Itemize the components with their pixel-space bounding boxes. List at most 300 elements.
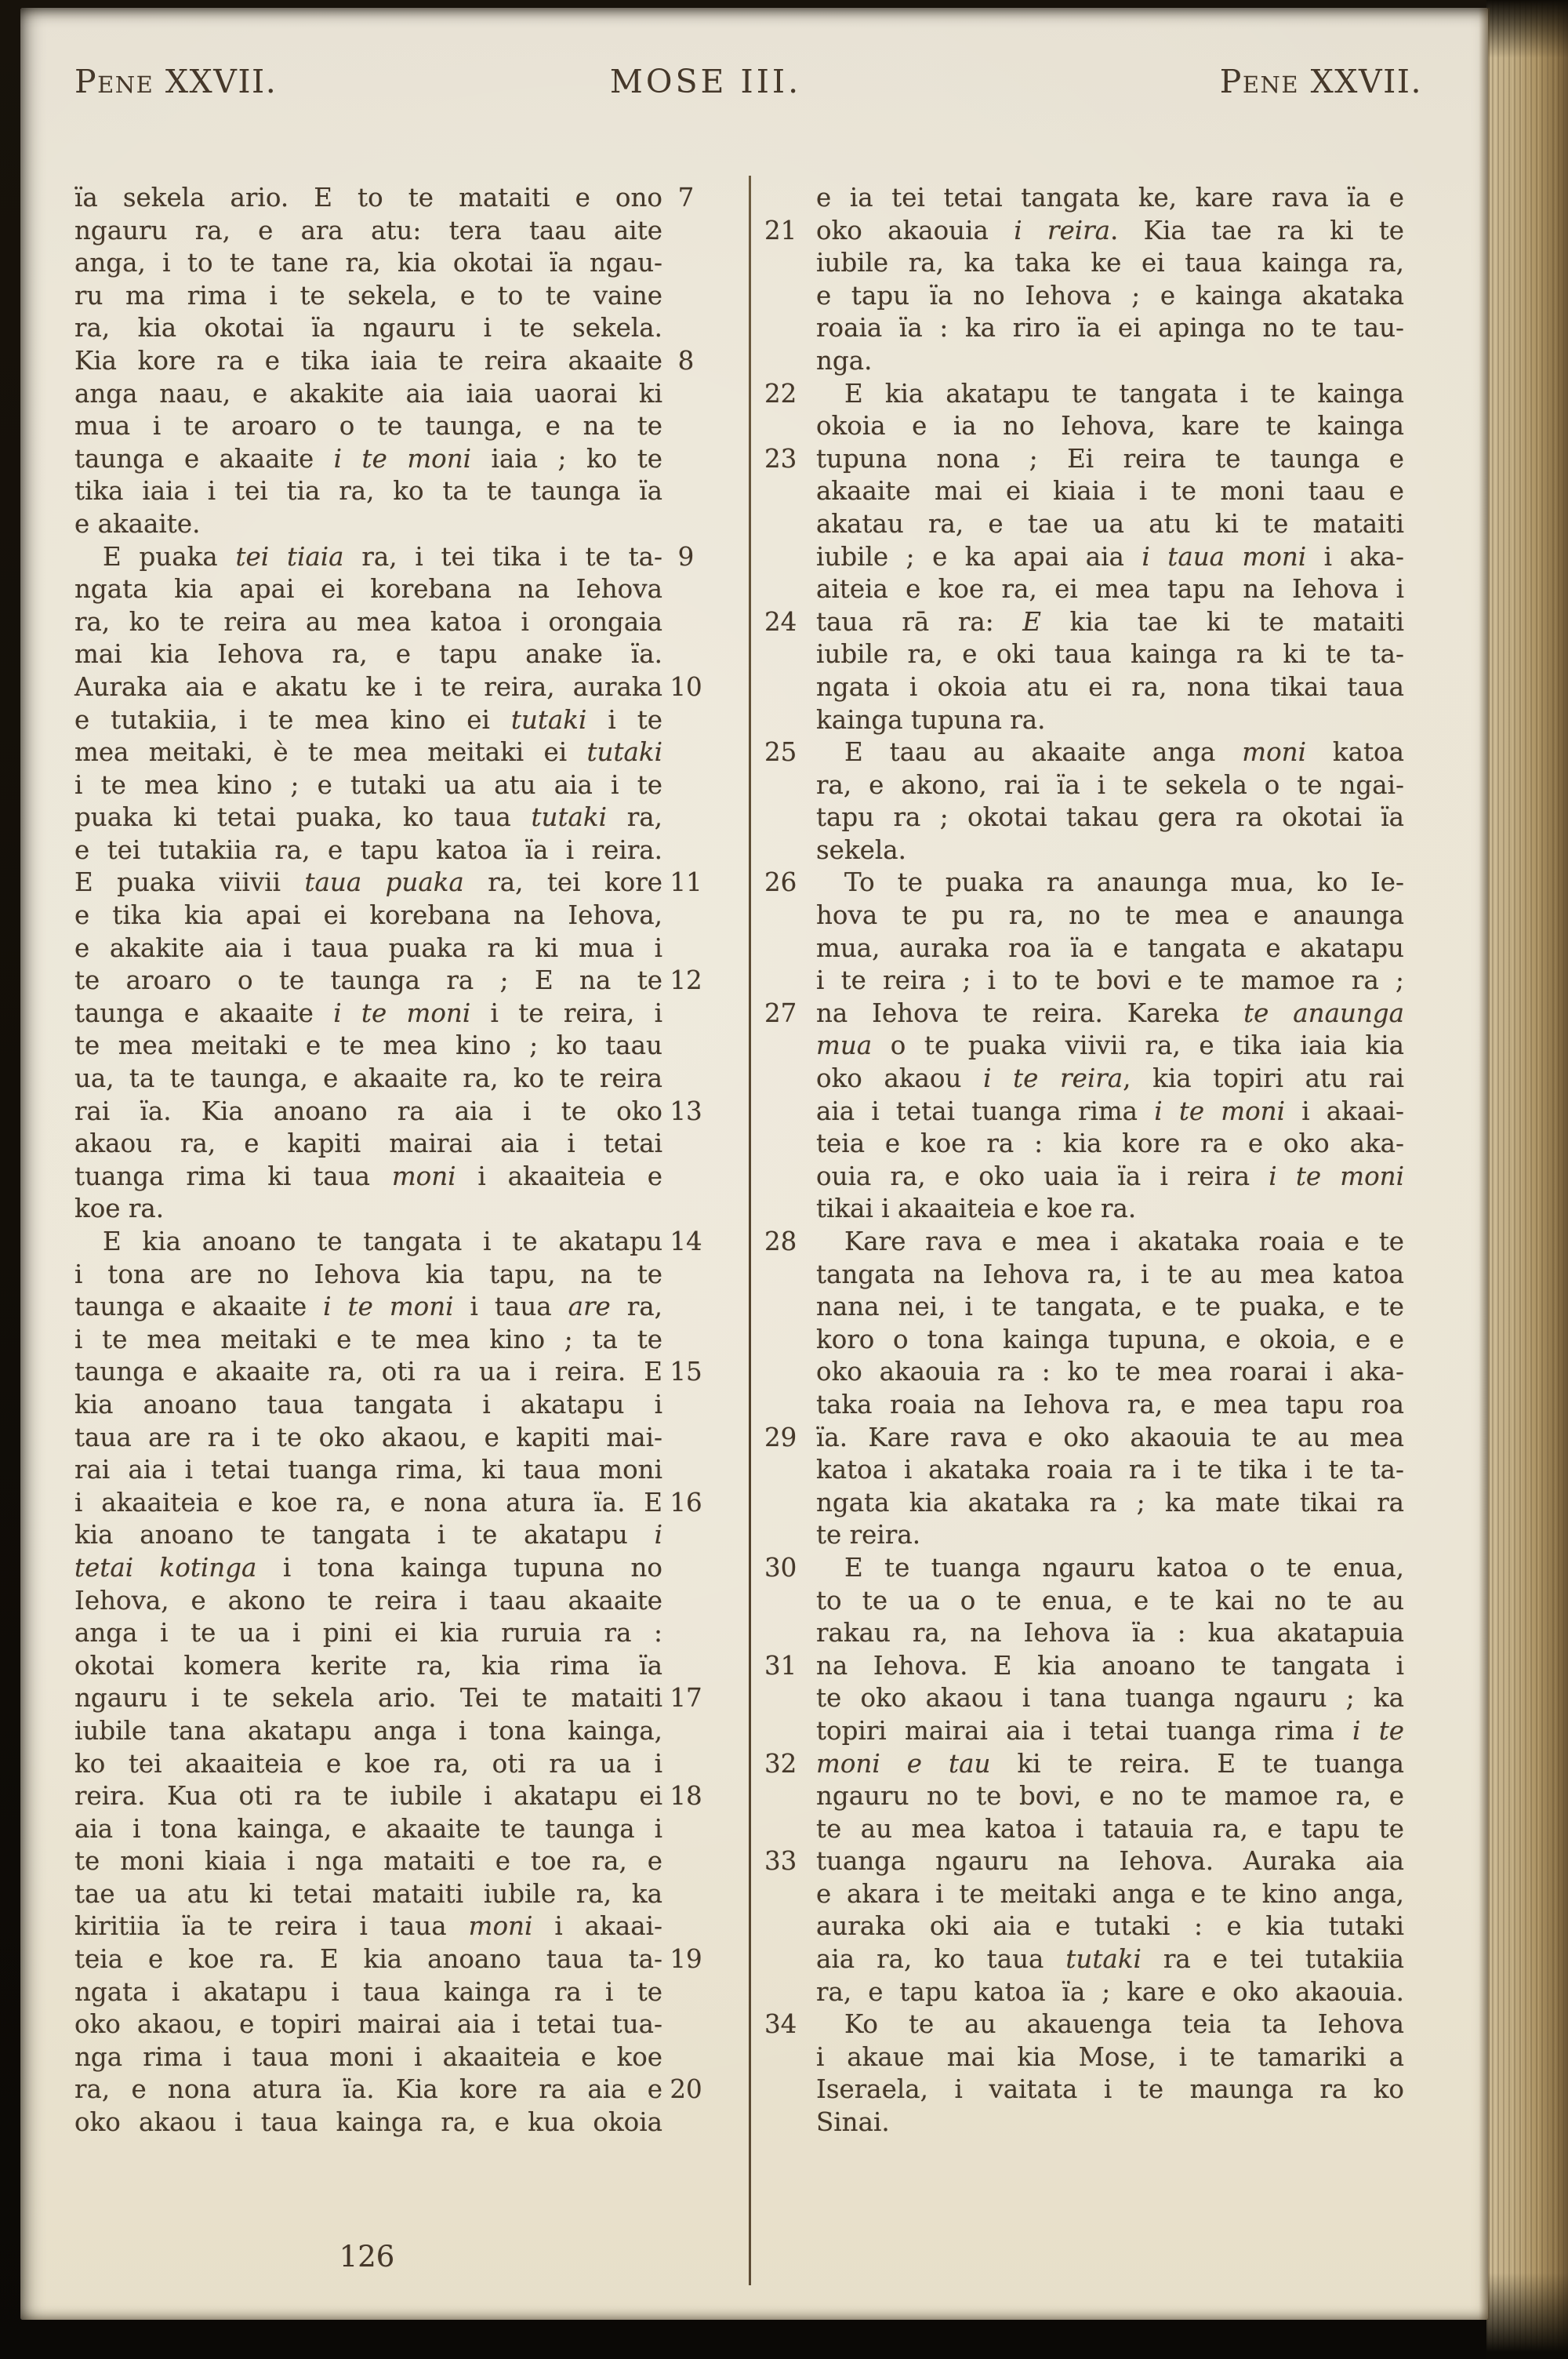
line-text [816, 1454, 1404, 1487]
roman-text: ra e tei tutakiia [1141, 1944, 1404, 1975]
line-text [816, 638, 1404, 671]
verse-number: 13 [670, 1096, 702, 1126]
line-text [816, 998, 1404, 1030]
verse-number: 26 [764, 867, 797, 898]
text-line [74, 1161, 710, 1194]
roman-text: akaaite mai ei kiaia i te moni taau e [816, 476, 1404, 507]
roman-text: akaou ra, e kapiti mairai aia i tetai [74, 1129, 662, 1159]
line-text [816, 1063, 1404, 1096]
text-line [764, 1389, 1404, 1422]
text-line [764, 508, 1404, 541]
roman-text: okoia e ia no Iehova, kare te kainga [816, 411, 1404, 442]
line-text [816, 1617, 1404, 1650]
line-text [74, 1324, 662, 1357]
roman-text: , kia topiri atu rai [1123, 1063, 1404, 1094]
text-line [74, 475, 710, 508]
line-text [74, 1650, 662, 1683]
text-line [764, 1813, 1404, 1846]
roman-text: e tutakiia, i te mea kino ei [74, 704, 511, 735]
roman-text: i taua [453, 1292, 568, 1322]
line-text [816, 280, 1404, 313]
text-line [74, 1878, 710, 1911]
roman-text: nga. [816, 345, 873, 376]
line-text [74, 475, 662, 508]
line-text [816, 769, 1404, 802]
roman-text: Kare rava e mea i akataka roaia e te [844, 1227, 1404, 1256]
italic-text: tutaki [510, 704, 587, 735]
roman-text: Ko te au akauenga teia ta Iehova [844, 2009, 1404, 2040]
text-line [74, 1682, 710, 1715]
text-line [764, 1845, 1404, 1878]
line-text [74, 998, 662, 1030]
verse-number: 12 [670, 965, 702, 996]
text-line [74, 2008, 710, 2041]
text-line [74, 541, 710, 574]
text-line [74, 1487, 710, 1520]
line-text [74, 1259, 662, 1292]
line-text [74, 573, 662, 606]
roman-text: taunga e akaaite [74, 443, 334, 474]
roman-text: tae ua atu ki tetai mataiti iubile ra, ka [74, 1878, 662, 1909]
italic-text: moni e tau [816, 1748, 991, 1779]
text-line [74, 1226, 710, 1259]
line-text [74, 801, 662, 834]
line-text [74, 1780, 662, 1813]
text-line [764, 1226, 1404, 1259]
line-text [74, 638, 662, 671]
text-line [764, 1943, 1404, 1976]
line-text [74, 215, 662, 248]
text-line [74, 2074, 710, 2106]
text-line [74, 378, 710, 411]
roman-text: iubile tana akatapu anga i tona kainga, [74, 1715, 662, 1746]
roman-text: To te puaka ra anaunga mua, ko Ie- [844, 867, 1404, 898]
verse-number: 34 [764, 2009, 797, 2040]
roman-text: e akakite aia i taua puaka ra ki mua i [74, 932, 662, 963]
roman-text: ngauru ra, e ara atu: tera taau aite [74, 215, 662, 245]
line-text [74, 2041, 662, 2074]
roman-text: taunga e akaaite ra, oti ra ua i reira. E [74, 1357, 662, 1387]
line-text [816, 1422, 1404, 1455]
roman-text: tuanga rima ki taua [74, 1161, 392, 1191]
roman-text: E te tuanga ngauru katoa o te enua, [844, 1552, 1404, 1583]
roman-text: Iehova, e akono te reira i taau akaaite [74, 1585, 662, 1616]
line-text [74, 1422, 662, 1455]
text-line [74, 1193, 710, 1226]
roman-text: teia e koe ra : kia kore ra e oko aka- [816, 1129, 1404, 1159]
roman-text: mua i te aroaro o te taunga, e na te [74, 411, 662, 442]
roman-text: sekela. [816, 834, 906, 865]
text-line [764, 998, 1404, 1030]
verse-number: 32 [764, 1748, 797, 1779]
roman-text: kainga tupuna ra. [816, 704, 1046, 735]
roman-text: Kia kore ra e tika iaia te reira akaaite [74, 345, 662, 376]
roman-text: E kia akatapu te tangata i te kainga [844, 378, 1404, 409]
text-line [74, 508, 710, 541]
roman-text: akatau ra, e tae ua atu ki te mataiti [816, 508, 1404, 539]
text-column-right [764, 182, 1404, 2139]
roman-text: ra, kia okotai ïa ngauru i te sekela. [74, 313, 662, 343]
roman-text: anga naau, e akakite aia iaia uaorai ki [74, 378, 662, 409]
line-text [74, 312, 662, 345]
text-line [74, 1030, 710, 1063]
roman-text: ra, tei kore [463, 867, 662, 898]
line-text [74, 1715, 662, 1748]
text-line [74, 215, 710, 248]
line-text [74, 704, 662, 737]
roman-text: ra, i tei tika i te ta- [343, 541, 662, 572]
text-line [74, 1063, 710, 1096]
roman-text: ra, e nona atura ïa. Kia kore ra aia e [74, 2074, 662, 2105]
text-line [74, 1650, 710, 1683]
line-text [816, 410, 1404, 443]
verse-number: 20 [670, 2074, 702, 2105]
roman-text: tangata na Iehova ra, i te au mea katoa [816, 1259, 1404, 1289]
line-text [74, 280, 662, 313]
text-line [764, 769, 1404, 802]
line-text [816, 182, 1404, 215]
roman-text: ngauru no te bovi, e no te mamoe ra, e [816, 1781, 1404, 1812]
verse-number: 16 [670, 1487, 702, 1518]
text-line [764, 2106, 1404, 2139]
text-line [764, 182, 1404, 215]
roman-text: i akaai- [532, 1911, 662, 1942]
text-line [74, 1422, 710, 1455]
roman-text: ra, [610, 1292, 663, 1322]
line-text [74, 1910, 662, 1943]
italic-text: i te [1352, 1715, 1404, 1746]
roman-text: kiritiia ïa te reira i taua [74, 1911, 469, 1942]
running-head-left: Pene XXVII. [74, 63, 278, 100]
line-text [816, 443, 1404, 476]
line-text [816, 867, 1404, 900]
text-line [764, 1096, 1404, 1129]
line-text [816, 215, 1404, 248]
page-number: 126 [339, 2240, 395, 2274]
italic-text: i te moni [1269, 1161, 1404, 1191]
verse-number: 33 [764, 1846, 797, 1877]
italic-text: moni [468, 1911, 533, 1942]
roman-text: i aka- [1306, 541, 1404, 572]
line-text [74, 1291, 662, 1324]
italic-text: tei tiaia [235, 541, 344, 572]
verse-number: 11 [670, 867, 702, 898]
line-text [816, 2074, 1404, 2106]
line-text [816, 1780, 1404, 1813]
line-text [74, 2074, 662, 2106]
text-line [74, 247, 710, 280]
text-line [764, 345, 1404, 378]
text-line [74, 280, 710, 313]
roman-text: mai kia Iehova ra, e tapu anake ïa. [74, 639, 662, 670]
text-line [74, 1128, 710, 1161]
line-text [74, 1063, 662, 1096]
text-line [764, 1324, 1404, 1357]
line-text [74, 965, 662, 998]
roman-text: o te puaka viivii ra, e tika iaia kia [872, 1030, 1404, 1061]
text-line [74, 801, 710, 834]
roman-text: ru ma rima i te sekela, e to te vaine [74, 280, 662, 311]
text-line [764, 1780, 1404, 1813]
line-text [74, 1030, 662, 1063]
line-text [74, 606, 662, 639]
line-text [74, 1193, 662, 1226]
italic-text: moni [1242, 737, 1307, 768]
roman-text: okotai komera kerite ra, kia rima ïa [74, 1650, 662, 1681]
line-text [816, 1519, 1404, 1552]
roman-text: kia tae ki te mataiti [1041, 606, 1404, 637]
roman-text: ra, ko te reira au mea katoa i orongaia [74, 606, 662, 637]
roman-text: Auraka aia e akatu ke i te reira, auraka [74, 671, 662, 702]
roman-text: nga rima i taua moni i akaaiteia e koe [74, 2041, 662, 2072]
text-line [764, 1878, 1404, 1911]
italic-text: i te moni [333, 443, 472, 474]
roman-text: aiteia e koe ra, ei mea tapu na Iehova i [816, 574, 1404, 605]
verse-number: 30 [764, 1552, 797, 1583]
text-line [74, 1291, 710, 1324]
text-line [764, 1682, 1404, 1715]
italic-text: i te reira [983, 1063, 1123, 1094]
roman-text: Sinai. [816, 2107, 890, 2138]
text-line [764, 475, 1404, 508]
text-line [764, 1715, 1404, 1748]
text-line [764, 671, 1404, 704]
line-text [816, 1682, 1404, 1715]
roman-text: ngata i okoia atu ei ra, nona tikai taua [816, 671, 1404, 702]
line-text [816, 345, 1404, 378]
italic-text: tutaki [531, 802, 607, 833]
verse-number: 17 [670, 1683, 702, 1714]
line-text [816, 1226, 1404, 1259]
text-line [74, 1454, 710, 1487]
line-text [816, 1943, 1404, 1976]
line-text [816, 378, 1404, 411]
line-text [816, 736, 1404, 769]
text-line [764, 736, 1404, 769]
roman-text: i te reira ; i to te bovi e te mamoe ra ; [816, 965, 1404, 996]
roman-text: katoa i akataka roaia ra i te tika i te ta- [816, 1455, 1404, 1485]
roman-text: na Iehova. E kia anoano te tangata i [816, 1650, 1404, 1681]
line-text [74, 932, 662, 965]
text-line [764, 1910, 1404, 1943]
text-line [74, 900, 710, 932]
column-divider-rule [749, 176, 751, 2285]
text-line [74, 2106, 710, 2139]
text-line [764, 867, 1404, 900]
verse-number: 19 [670, 1944, 702, 1975]
line-text [74, 345, 662, 378]
roman-text: auraka oki aia e tutaki : e kia tutaki [816, 1911, 1404, 1942]
line-text [816, 1748, 1404, 1781]
line-text [74, 1454, 662, 1487]
roman-text: e akaaite. [74, 508, 201, 539]
italic-text: i taua moni [1142, 541, 1307, 572]
line-text [816, 1030, 1404, 1063]
text-line [764, 1487, 1404, 1520]
text-line [74, 573, 710, 606]
roman-text: anga i te ua i pini ei kia ruruia ra : [74, 1618, 662, 1648]
text-line [764, 1063, 1404, 1096]
verse-number: 10 [670, 671, 702, 702]
roman-text: i te [586, 704, 662, 735]
text-line [764, 1259, 1404, 1292]
line-text [74, 182, 662, 215]
roman-text: oko akaouia [816, 215, 1014, 245]
roman-text: e ia tei tetai tangata ke, kare rava ïa e [816, 183, 1404, 213]
roman-text: iubile ra, e oki taua kainga ra ki te ta- [816, 639, 1404, 670]
text-line [764, 638, 1404, 671]
line-text [816, 1487, 1404, 1520]
text-line [764, 1356, 1404, 1389]
text-line [74, 410, 710, 443]
line-text [74, 1128, 662, 1161]
roman-text: taua are ra i te oko akaou, e kapiti mai- [74, 1422, 662, 1452]
line-text [816, 1813, 1404, 1846]
line-text [816, 900, 1404, 932]
verse-number: 7 [677, 183, 695, 213]
italic-text: tutaki [1065, 1944, 1142, 1975]
line-text [816, 1128, 1404, 1161]
roman-text: oko akaouia ra : ko te mea roarai i aka- [816, 1357, 1404, 1387]
roman-text: rakau ra, na Iehova ïa : kua akatapuia [816, 1618, 1404, 1648]
line-text [74, 1878, 662, 1911]
italic-text: te anaunga [1243, 998, 1404, 1028]
roman-text: i akaaiteia e koe ra, e nona atura ïa. E [74, 1487, 662, 1518]
line-text [74, 671, 662, 704]
roman-text: . Kia tae ra ki te [1110, 215, 1405, 245]
line-text [74, 834, 662, 867]
roman-text: koro o tona kainga tupuna, e okoia, e e [816, 1324, 1404, 1354]
text-line [764, 965, 1404, 998]
roman-text: ko tei akaaiteia e koe ra, oti ra ua i [74, 1748, 662, 1779]
text-column-left [74, 182, 710, 2139]
line-text [816, 1585, 1404, 1618]
text-line [764, 1193, 1404, 1226]
text-line [764, 573, 1404, 606]
roman-text: koe ra. [74, 1194, 165, 1224]
roman-text: mea meitaki, è te mea meitaki ei [74, 737, 587, 768]
text-line [74, 1552, 710, 1585]
line-text [74, 410, 662, 443]
text-line [74, 769, 710, 802]
italic-text: i reira [1014, 215, 1111, 245]
roman-text: iaia ; ko te [471, 443, 662, 474]
roman-text: tupuna nona ; Ei reira te taunga e [816, 443, 1404, 474]
line-text [816, 247, 1404, 280]
line-text [74, 541, 662, 574]
line-text [816, 965, 1404, 998]
text-line [74, 965, 710, 998]
line-text [74, 1552, 662, 1585]
running-head-center: MOSE III. [609, 63, 802, 100]
roman-text: i te mea meitaki e te mea kino ; ta te [74, 1324, 662, 1354]
line-text [74, 867, 662, 900]
roman-text: i te reira, i [470, 998, 663, 1028]
italic-text: i te moni [333, 998, 471, 1028]
roman-text: i tona kainga tupuna no [256, 1552, 662, 1583]
line-text [816, 1259, 1404, 1292]
line-text [74, 736, 662, 769]
text-line [764, 1291, 1404, 1324]
text-line [764, 1030, 1404, 1063]
verse-number: 24 [764, 606, 797, 637]
text-line [764, 606, 1404, 639]
line-text [816, 508, 1404, 541]
text-line [74, 867, 710, 900]
text-line [764, 1585, 1404, 1618]
roman-text: i te mea kino ; e tutaki ua atu aia i te [74, 769, 662, 800]
text-line [764, 280, 1404, 313]
roman-text: iubile ra, ka taka ke ei taua kainga ra, [816, 248, 1404, 278]
text-line [74, 736, 710, 769]
line-text [74, 1096, 662, 1129]
book-page [20, 8, 1488, 2320]
verse-number: 31 [764, 1650, 797, 1681]
verse-number: 8 [677, 345, 695, 376]
verse-number: 18 [670, 1781, 702, 1812]
italic-text: i te moni [1154, 1096, 1286, 1126]
text-line [74, 1096, 710, 1129]
text-line [764, 1617, 1404, 1650]
text-line [74, 182, 710, 215]
roman-text: ra, e akono, rai ïa i te sekela o te ngai- [816, 769, 1404, 800]
line-text [74, 1519, 662, 1552]
roman-text: te au mea katoa i tatauia ra, e tapu te [816, 1813, 1404, 1844]
roman-text: te aroaro o te taunga ra ; E na te [74, 965, 662, 996]
italic-text: E [1022, 606, 1042, 637]
text-line [74, 345, 710, 378]
text-line [764, 443, 1404, 476]
roman-text: ki te reira. E te tuanga [990, 1748, 1404, 1779]
verse-number: 29 [764, 1422, 797, 1452]
roman-text: aia i tetai tuanga rima [816, 1096, 1155, 1126]
roman-text: rai aia i tetai tuanga rima, ki taua moni [74, 1455, 662, 1485]
roman-text: taunga e akaaite [74, 1292, 324, 1322]
roman-text: e tei tutakiia ra, e tapu katoa ïa i reira. [74, 834, 662, 865]
line-text [74, 769, 662, 802]
roman-text: hova te pu ra, no te mea e anaunga [816, 900, 1404, 931]
roman-text: to te ua o te enua, e te kai no te au [816, 1585, 1404, 1616]
roman-text: taka roaia na Iehova ra, e mea tapu roa [816, 1389, 1404, 1419]
text-line [764, 1748, 1404, 1781]
text-line [764, 1552, 1404, 1585]
italic-text: tutaki [586, 737, 662, 768]
text-line [764, 378, 1404, 411]
line-text [816, 1552, 1404, 1585]
roman-text: ngata kia akataka ra ; ka mate tikai ra [816, 1487, 1404, 1518]
roman-text: kia anoano taua tangata i akatapu i [74, 1389, 662, 1419]
verse-number: 14 [670, 1227, 702, 1256]
roman-text: nana nei, i te tangata, e te puaka, e te [816, 1292, 1404, 1322]
italic-text: mua [816, 1030, 873, 1061]
roman-text: oko akaou i taua kainga ra, e kua okoia [74, 2107, 662, 2138]
line-text [74, 1356, 662, 1389]
verse-number: 21 [764, 215, 797, 245]
verse-number: 23 [764, 443, 797, 474]
text-line [74, 1943, 710, 1976]
roman-text: tuanga ngauru na Iehova. Auraka aia [816, 1846, 1404, 1877]
roman-text: aia i tona kainga, e akaaite te taunga i [74, 1813, 662, 1844]
text-line [74, 1780, 710, 1813]
text-line [74, 1324, 710, 1357]
italic-text: tetai kotinga [74, 1552, 257, 1583]
line-text [74, 1682, 662, 1715]
line-text [816, 606, 1404, 639]
roman-text: oko akaou, e topiri mairai aia i tetai tua- [74, 2009, 662, 2040]
line-text [74, 1976, 662, 2009]
roman-text: katoa [1306, 737, 1404, 768]
line-text [816, 2106, 1404, 2139]
